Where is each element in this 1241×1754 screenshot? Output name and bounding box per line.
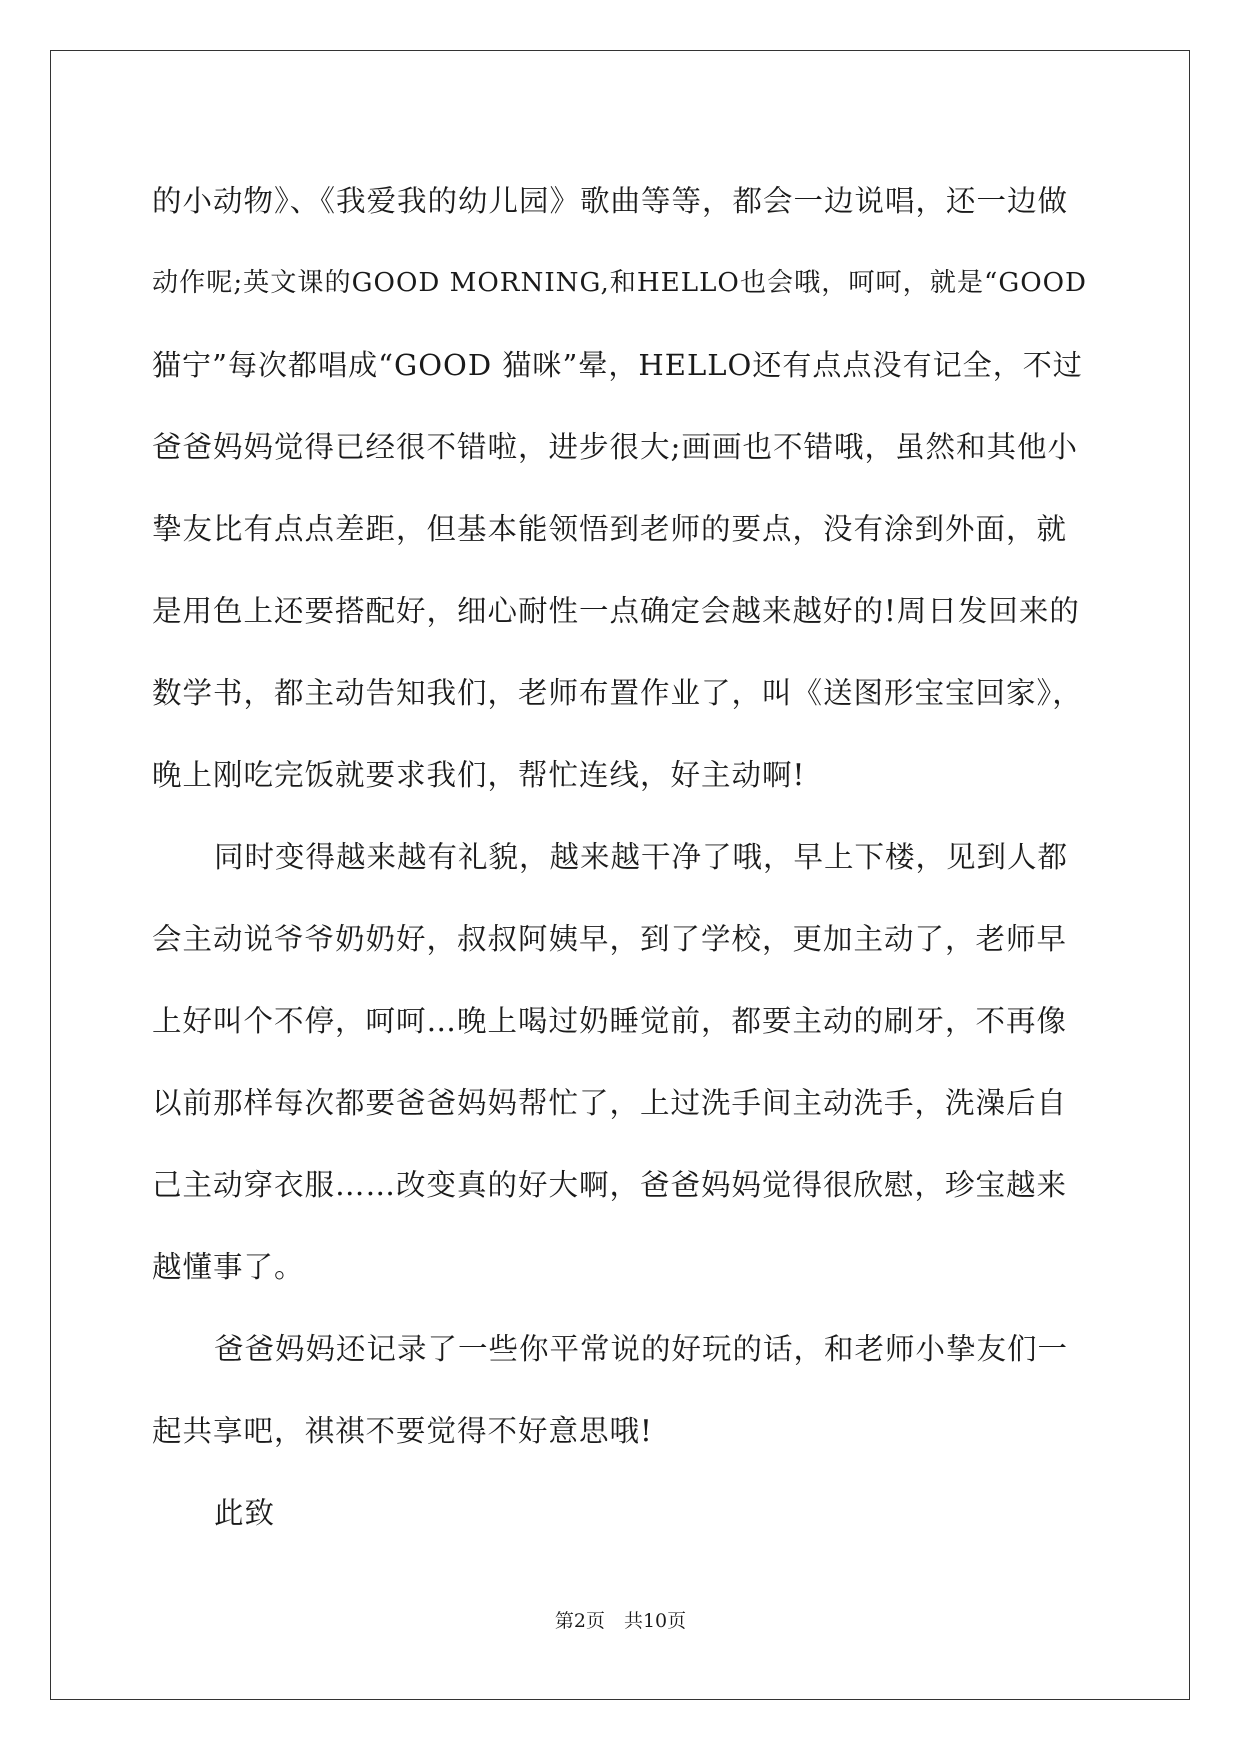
paragraph-start-line: 同时变得越来越有礼貌，越来越干净了哦，早上下楼，见到人都 bbox=[214, 840, 1069, 874]
text-line: 猫宁”每次都唱成“GOOD 猫咪”晕，HELLO还有点点没有记全，不过 bbox=[152, 348, 1083, 382]
text-line: 越懂事了。 bbox=[152, 1250, 305, 1284]
text-line: 晚上刚吃完饭就要求我们，帮忙连线，好主动啊! bbox=[152, 758, 806, 792]
text-line: 的小动物》、《我爱我的幼儿园》歌曲等等，都会一边说唱，还一边做 bbox=[152, 184, 1069, 218]
document-body bbox=[152, 160, 1092, 1554]
text-line: 爸爸妈妈觉得已经很不错啦，进步很大;画画也不错哦，虽然和其他小 bbox=[152, 430, 1078, 464]
closing-salutation: 此致 bbox=[214, 1496, 276, 1530]
text-line: 以前那样每次都要爸爸妈妈帮忙了，上过洗手间主动洗手，洗澡后自 bbox=[152, 1086, 1068, 1120]
text-line: 会主动说爷爷奶奶好，叔叔阿姨早，到了学校，更加主动了，老师早 bbox=[152, 922, 1068, 956]
text-line: 是用色上还要搭配好，细心耐性一点确定会越来越好的!周日发回来的 bbox=[152, 594, 1080, 628]
text-line: 上好叫个不停，呵呵…晚上喝过奶睡觉前，都要主动的刷牙，不再像 bbox=[152, 1004, 1068, 1038]
paragraph-start-line: 爸爸妈妈还记录了一些你平常说的好玩的话，和老师小挚友们一 bbox=[214, 1332, 1069, 1366]
text-line: 动作呢;英文课的GOOD MORNING,和HELLO也会哦，呵呵，就是“GOOD bbox=[152, 268, 1087, 298]
text-line: 数学书，都主动告知我们，老师布置作业了，叫《送图形宝宝回家》， bbox=[152, 676, 1083, 710]
text-line: 起共享吧，祺祺不要觉得不好意思哦! bbox=[152, 1414, 653, 1448]
text-line: 己主动穿衣服……改变真的好大啊，爸爸妈妈觉得很欣慰，珍宝越来 bbox=[152, 1168, 1068, 1202]
text-line: 挚友比有点点差距，但基本能领悟到老师的要点，没有涂到外面，就 bbox=[152, 512, 1068, 546]
page-number-footer: 第2页 共10页 bbox=[554, 1610, 687, 1632]
